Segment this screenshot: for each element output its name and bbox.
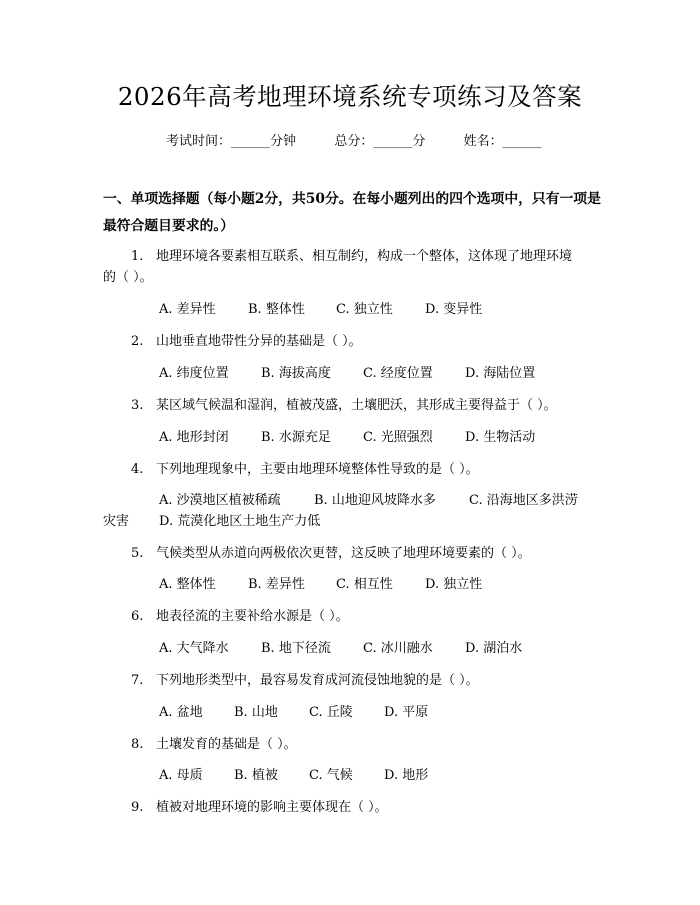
question-4-stem [131, 458, 479, 477]
option-a: A. 地形封闭 [159, 430, 229, 445]
question-2-options [159, 362, 535, 381]
question-number: 5. [131, 546, 144, 561]
option-d: D. 地形 [384, 768, 429, 783]
option-d: D. 变异性 [425, 302, 483, 317]
question-1-options [159, 298, 482, 317]
question-text: 植被对地理环境的影响主要体现在（ ）。 [156, 800, 388, 815]
option-b: B. 差异性 [248, 577, 305, 592]
option-d: D. 独立性 [425, 577, 483, 592]
option-c: C. 沿海地区多洪涝 [469, 493, 578, 508]
option-b: B. 海拔高度 [261, 366, 331, 381]
question-8-stem [131, 733, 297, 752]
option-a: A. 纬度位置 [159, 366, 229, 381]
time-label: 考试时间： [166, 134, 232, 149]
question-4-options-cont [103, 510, 320, 529]
question-3-options [159, 426, 535, 445]
option-c-cont: 灾害 [103, 514, 130, 529]
question-text: 土壤发育的基础是（ ）。 [156, 737, 297, 752]
option-c: C. 丘陵 [309, 705, 353, 720]
option-b: B. 植被 [234, 768, 278, 783]
question-number: 2. [131, 334, 144, 349]
option-b: B. 整体性 [248, 302, 305, 317]
option-b: B. 地下径流 [261, 641, 331, 656]
score-label: 总分： [334, 134, 374, 149]
question-number: 1. [131, 249, 144, 264]
question-6-stem [131, 605, 349, 624]
question-text: 某区域气候温和湿润，植被茂盛，土壤肥沃，其形成主要得益于（ ）。 [156, 398, 557, 413]
question-1-stem [131, 245, 572, 264]
option-a: A. 母质 [159, 768, 203, 783]
option-b: B. 山地 [234, 705, 278, 720]
question-3-stem [131, 394, 557, 413]
question-5-options [159, 573, 482, 592]
question-number: 6. [131, 609, 144, 624]
option-a: A. 整体性 [159, 577, 216, 592]
question-7-options [159, 701, 428, 720]
question-1-stem-cont: 的（ ）。 [103, 270, 153, 285]
question-text: 下列地形类型中，最容易发育成河流侵蚀地貌的是（ ）。 [156, 673, 479, 688]
question-number: 9. [131, 800, 144, 815]
question-number: 4. [131, 462, 144, 477]
option-c: C. 气候 [309, 768, 353, 783]
question-5-stem [131, 542, 531, 561]
option-a: A. 沙漠地区植被稀疏 [159, 493, 281, 508]
exam-meta [166, 130, 542, 149]
option-a: A. 盆地 [159, 705, 203, 720]
option-c: C. 相互性 [336, 577, 393, 592]
option-d: D. 荒漠化地区土地生产力低 [159, 514, 321, 529]
option-d: D. 生物活动 [465, 430, 536, 445]
option-c: C. 经度位置 [363, 366, 433, 381]
question-number: 8. [131, 737, 144, 752]
question-number: 3. [131, 398, 144, 413]
name-label: 姓名： [463, 134, 503, 149]
option-b: B. 山地迎风坡降水多 [314, 493, 436, 508]
question-9-stem [131, 796, 388, 815]
option-c: C. 光照强烈 [363, 430, 433, 445]
time-unit: 分钟 [270, 134, 297, 149]
question-text: 山地垂直地带性分异的基础是（ ）。 [156, 334, 362, 349]
time-blank: ______ [231, 134, 271, 149]
question-number: 7. [131, 673, 144, 688]
question-text: 气候类型从赤道向两极依次更替，这反映了地理环境要素的（ ）。 [156, 546, 531, 561]
question-6-options [159, 637, 522, 656]
option-c: C. 冰川融水 [363, 641, 433, 656]
score-unit: 分 [412, 134, 426, 149]
option-d: D. 海陆位置 [465, 366, 536, 381]
option-a: A. 大气降水 [159, 641, 229, 656]
question-text: 地表径流的主要补给水源是（ ）。 [156, 609, 349, 624]
option-c: C. 独立性 [336, 302, 393, 317]
question-text: 下列地理现象中，主要由地理环境整体性导致的是（ ）。 [156, 462, 479, 477]
question-7-stem [131, 669, 479, 688]
question-4-options [159, 489, 578, 508]
score-blank: ______ [373, 134, 413, 149]
page-title: 2026年高考地理环境系统专项练习及答案 [117, 82, 583, 111]
option-b: B. 水源充足 [261, 430, 331, 445]
section-heading: 一、单项选择题（每小题2分，共50分。在每小题列出的四个选项中，只有一项是最符合题目要求的。） [103, 191, 601, 234]
question-2-stem [131, 330, 362, 349]
option-a: A. 差异性 [159, 302, 216, 317]
question-8-options [159, 764, 428, 783]
name-blank: ______ [502, 134, 542, 149]
option-d: D. 平原 [384, 705, 429, 720]
option-d: D. 湖泊水 [465, 641, 523, 656]
question-text: 地理环境各要素相互联系、相互制约，构成一个整体，这体现了地理环境 [156, 249, 573, 264]
